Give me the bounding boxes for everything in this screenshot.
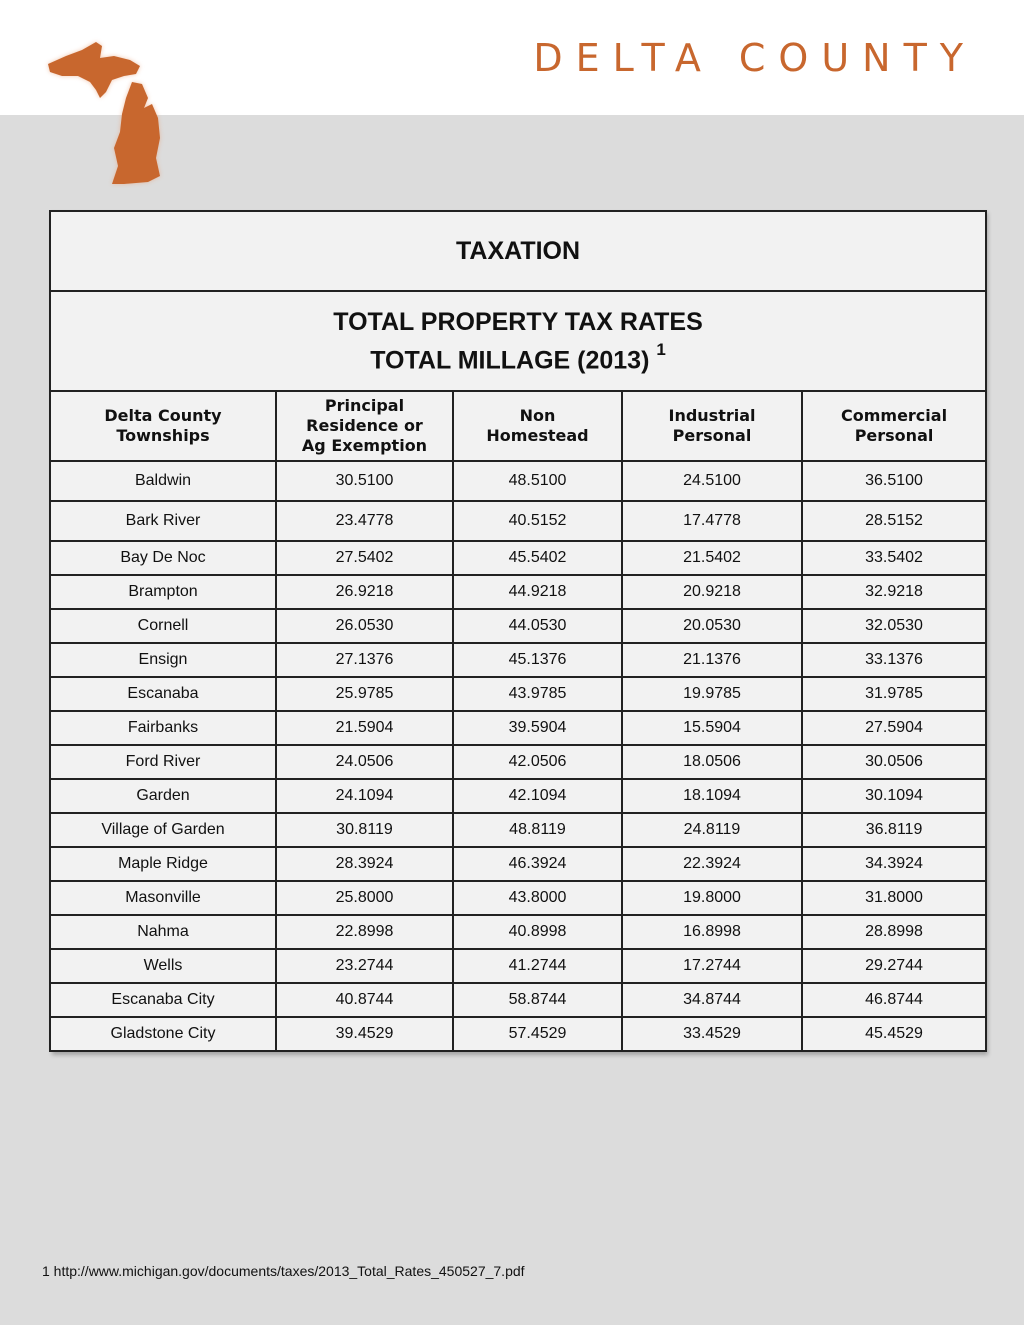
column-header-line: Non [519, 406, 556, 425]
millage-rate-cell: 23.4778 [276, 501, 453, 541]
township-name-cell: Village of Garden [50, 813, 276, 847]
township-name-cell: Nahma [50, 915, 276, 949]
table-row [50, 711, 986, 745]
page-header [0, 0, 1024, 115]
table-title-row [50, 211, 986, 291]
subtitle-line-2: TOTAL MILLAGE (2013) [370, 346, 650, 375]
millage-rate-cell: 42.0506 [453, 745, 622, 779]
millage-rate-cell: 57.4529 [453, 1017, 622, 1051]
millage-rate-cell: 48.5100 [453, 461, 622, 501]
millage-rate-cell: 41.2744 [453, 949, 622, 983]
millage-rate-cell: 30.0506 [802, 745, 986, 779]
millage-rate-cell: 39.4529 [276, 1017, 453, 1051]
column-header-principal-residence [276, 391, 453, 461]
table-row [50, 677, 986, 711]
township-name-cell: Ensign [50, 643, 276, 677]
millage-rate-cell: 45.1376 [453, 643, 622, 677]
table-row [50, 813, 986, 847]
tax-rates-table [49, 210, 987, 1052]
millage-rate-cell: 27.1376 [276, 643, 453, 677]
millage-rate-cell: 17.2744 [622, 949, 802, 983]
table-row [50, 983, 986, 1017]
township-name-cell: Wells [50, 949, 276, 983]
taxation-sheet [49, 210, 985, 1052]
column-header-line: Personal [672, 426, 752, 445]
millage-rate-cell: 46.3924 [453, 847, 622, 881]
millage-rate-cell: 32.0530 [802, 609, 986, 643]
millage-rate-cell: 28.5152 [802, 501, 986, 541]
table-row [50, 915, 986, 949]
millage-rate-cell: 20.9218 [622, 575, 802, 609]
subtitle-line-1: TOTAL PROPERTY TAX RATES [333, 307, 703, 336]
millage-rate-cell: 36.5100 [802, 461, 986, 501]
millage-rate-cell: 44.9218 [453, 575, 622, 609]
column-header-line: Homestead [486, 426, 589, 445]
township-name-cell: Brampton [50, 575, 276, 609]
millage-rate-cell: 48.8119 [453, 813, 622, 847]
table-row [50, 881, 986, 915]
millage-rate-cell: 31.9785 [802, 677, 986, 711]
township-name-cell: Ford River [50, 745, 276, 779]
millage-rate-cell: 24.1094 [276, 779, 453, 813]
column-header-commercial-personal [802, 391, 986, 461]
table-row [50, 847, 986, 881]
column-header-non-homestead [453, 391, 622, 461]
millage-rate-cell: 22.3924 [622, 847, 802, 881]
millage-rate-cell: 23.2744 [276, 949, 453, 983]
millage-rate-cell: 19.8000 [622, 881, 802, 915]
township-name-cell: Garden [50, 779, 276, 813]
millage-rate-cell: 43.8000 [453, 881, 622, 915]
column-header-line: Industrial [668, 406, 756, 425]
township-name-cell: Cornell [50, 609, 276, 643]
table-row [50, 779, 986, 813]
millage-rate-cell: 17.4778 [622, 501, 802, 541]
millage-rate-cell: 21.5904 [276, 711, 453, 745]
table-row [50, 461, 986, 501]
millage-rate-cell: 25.8000 [276, 881, 453, 915]
table-row [50, 1017, 986, 1051]
table-row [50, 949, 986, 983]
millage-rate-cell: 33.4529 [622, 1017, 802, 1051]
millage-rate-cell: 28.8998 [802, 915, 986, 949]
millage-rate-cell: 24.0506 [276, 745, 453, 779]
table-row [50, 745, 986, 779]
millage-rate-cell: 26.0530 [276, 609, 453, 643]
column-header-line: Residence or [306, 416, 423, 435]
millage-rate-cell: 22.8998 [276, 915, 453, 949]
township-name-cell: Bark River [50, 501, 276, 541]
millage-rate-cell: 29.2744 [802, 949, 986, 983]
millage-rate-cell: 16.8998 [622, 915, 802, 949]
millage-rate-cell: 30.8119 [276, 813, 453, 847]
table-subtitle [50, 291, 986, 391]
millage-rate-cell: 44.0530 [453, 609, 622, 643]
township-name-cell: Maple Ridge [50, 847, 276, 881]
table-body [50, 461, 986, 1051]
column-header-line: Personal [854, 426, 934, 445]
millage-rate-cell: 40.8998 [453, 915, 622, 949]
column-header-line: Ag Exemption [301, 436, 428, 455]
millage-rate-cell: 28.3924 [276, 847, 453, 881]
millage-rate-cell: 45.4529 [802, 1017, 986, 1051]
millage-rate-cell: 21.1376 [622, 643, 802, 677]
millage-rate-cell: 24.5100 [622, 461, 802, 501]
table-row [50, 609, 986, 643]
township-name-cell: Escanaba City [50, 983, 276, 1017]
millage-rate-cell: 27.5402 [276, 541, 453, 575]
millage-rate-cell: 20.0530 [622, 609, 802, 643]
column-header-township [50, 391, 276, 461]
millage-rate-cell: 31.8000 [802, 881, 986, 915]
column-header-line: Commercial [840, 406, 948, 425]
column-header-line: Delta County [104, 406, 222, 425]
millage-rate-cell: 42.1094 [453, 779, 622, 813]
township-name-cell: Bay De Noc [50, 541, 276, 575]
millage-rate-cell: 15.5904 [622, 711, 802, 745]
millage-rate-cell: 32.9218 [802, 575, 986, 609]
table-row [50, 501, 986, 541]
township-name-cell: Fairbanks [50, 711, 276, 745]
millage-rate-cell: 34.3924 [802, 847, 986, 881]
millage-rate-cell: 33.1376 [802, 643, 986, 677]
millage-rate-cell: 45.5402 [453, 541, 622, 575]
millage-rate-cell: 39.5904 [453, 711, 622, 745]
column-header-row [50, 391, 986, 461]
township-name-cell: Escanaba [50, 677, 276, 711]
township-name-cell: Baldwin [50, 461, 276, 501]
millage-rate-cell: 27.5904 [802, 711, 986, 745]
table-row [50, 575, 986, 609]
millage-rate-cell: 40.8744 [276, 983, 453, 1017]
column-header-industrial-personal [622, 391, 802, 461]
millage-rate-cell: 30.1094 [802, 779, 986, 813]
table-title: TAXATION [50, 211, 986, 291]
michigan-map-icon [40, 36, 192, 188]
township-name-cell: Gladstone City [50, 1017, 276, 1051]
footnote: 1 http://www.michigan.gov/documents/taxes/2013_Total_Rates_450527_7.pdf [42, 1263, 525, 1279]
millage-rate-cell: 18.1094 [622, 779, 802, 813]
table-subtitle-row [50, 291, 986, 391]
millage-rate-cell: 26.9218 [276, 575, 453, 609]
millage-rate-cell: 40.5152 [453, 501, 622, 541]
millage-rate-cell: 43.9785 [453, 677, 622, 711]
millage-rate-cell: 34.8744 [622, 983, 802, 1017]
millage-rate-cell: 58.8744 [453, 983, 622, 1017]
column-header-line: Townships [116, 426, 210, 445]
millage-rate-cell: 21.5402 [622, 541, 802, 575]
millage-rate-cell: 18.0506 [622, 745, 802, 779]
millage-rate-cell: 33.5402 [802, 541, 986, 575]
township-name-cell: Masonville [50, 881, 276, 915]
table-row [50, 541, 986, 575]
millage-rate-cell: 25.9785 [276, 677, 453, 711]
millage-rate-cell: 24.8119 [622, 813, 802, 847]
millage-rate-cell: 19.9785 [622, 677, 802, 711]
millage-rate-cell: 30.5100 [276, 461, 453, 501]
column-header-line: Principal [324, 396, 405, 415]
footnote-mark: 1 [656, 339, 666, 359]
county-brand-title: DELTA COUNTY [533, 36, 976, 80]
millage-rate-cell: 36.8119 [802, 813, 986, 847]
millage-rate-cell: 46.8744 [802, 983, 986, 1017]
table-row [50, 643, 986, 677]
